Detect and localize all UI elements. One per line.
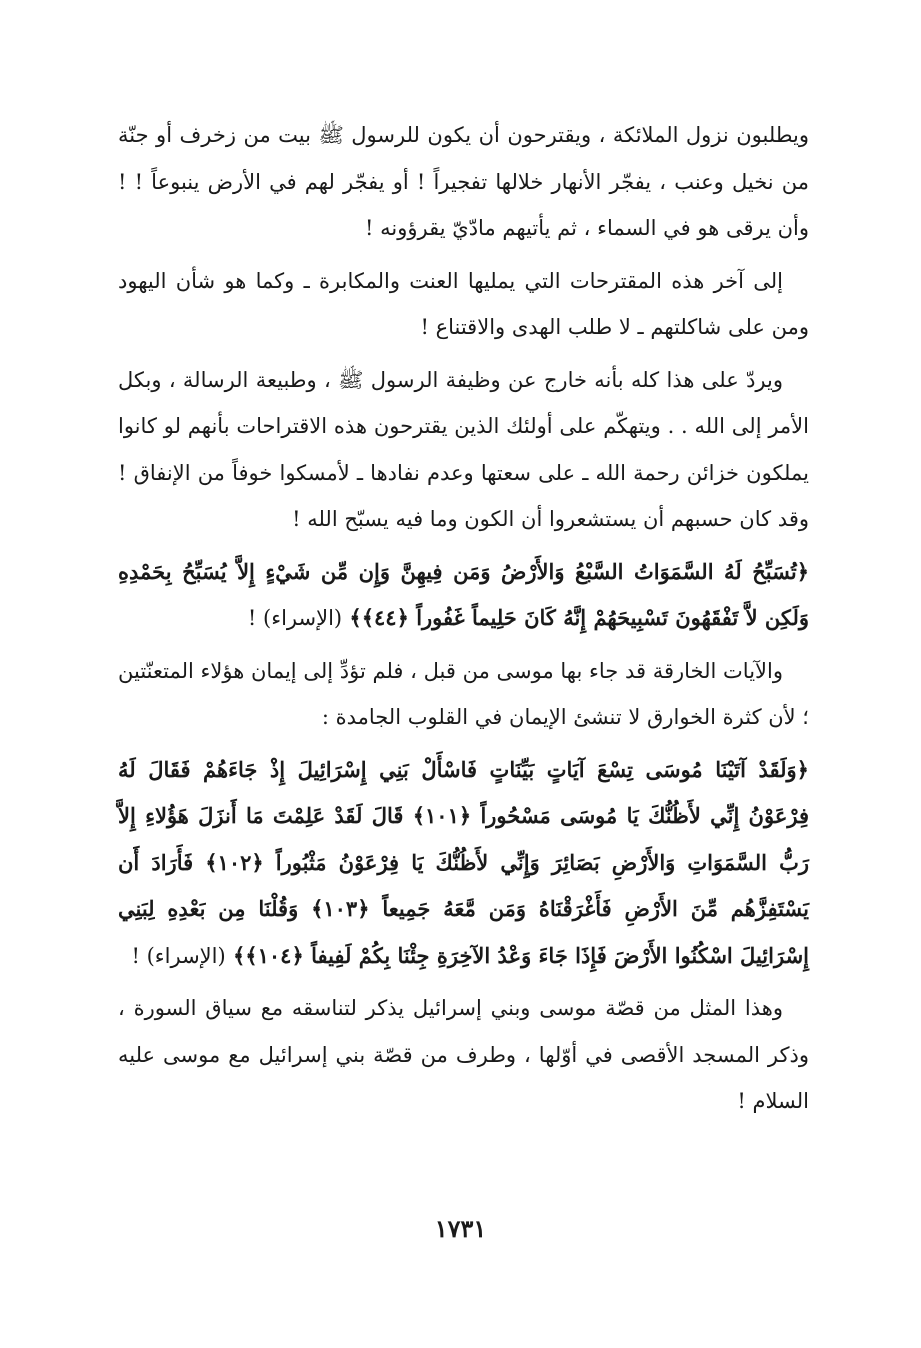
page-number: ١٧٣١ [434, 1214, 487, 1243]
paragraph-5: وهذا المثل من قصّة موسى وبني إسرائيل يذكر لتناسقه مع سياق السورة ، وذكر المسجد الأقصى في أوّلها ، وطرف من قصّة بني إسرائيل مع موسى عليه السلام ! [118, 996, 809, 1113]
paragraph-3: ويردّ على هذا كله بأنه خارج عن وظيفة الرسول ﷺ ، وطبيعة الرسالة ، وبكل الأمر إلى الله . . ويتهكّم على أولئك الذين يقترحون هذه الاقتراحات بأنهم لو كانوا يملكون خزائن رحمة الله ـ على سعتها وعدم نفادها ـ لأمسكوا خوفاً من الإنفاق ! وقد كان حسبهم أن يستشعروا أن الكون وما فيه يسبّح الله ! [118, 367, 809, 531]
paragraph-2: إلى آخر هذه المقترحات التي يمليها العنت والمكابرة ـ وكما هو شأن اليهود ومن على شاكلتهم ـ لا طلب الهدى والاقتناع ! [118, 268, 809, 339]
quran-verse-1-text: ﴿تُسَبِّحُ لَهُ السَّمَوَاتُ السَّبْعُ وَالأَرْضُ وَمَن فِيهِنَّ وَإِن مِّن شَيْءٍ إِلاَّ يُسَبِّحُ بِحَمْدِهِ وَلَكِن لاَّ تَفْقَهُونَ تَسْبِيحَهُمْ إِنَّهُ كَانَ حَلِيماً غَفُوراً ﴿٤٤﴾﴾ [118, 558, 809, 630]
body-text [118, 112, 809, 1125]
paragraph-4: والآيات الخارقة قد جاء بها موسى من قبل ، فلم تؤدِّ إلى إيمان هؤلاء المتعنّتين ؛ لأن كثرة الخوارق لا تنشئ الإيمان في القلوب الجامدة : [118, 658, 809, 729]
paragraph-1: ويطلبون نزول الملائكة ، ويقترحون أن يكون للرسول ﷺ بيت من زخرف أو جنّة من نخيل وعنب ، يفجّر الأنهار خلالها تفجيراً ! أو يفجّر لهم في الأرض ينبوعاً ! ! وأن يرقى هو في السماء ، ثم يأتيهم مادّيّ يقرؤونه ! [118, 123, 809, 240]
quran-verse-2-text: ﴿وَلَقَدْ آتَيْنَا مُوسَى تِسْعَ آيَاتٍ بَيِّنَاتٍ فَاسْأَلْ بَنِي إِسْرَائِيلَ إِذْ جَاءَهُمْ فَقَالَ لَهُ فِرْعَوْنُ إِنِّي لأَظُنُّكَ يَا مُوسَى مَسْحُوراً ﴿١٠١﴾ قَالَ لَقَدْ عَلِمْتَ مَا أَنزَلَ هَؤُلاءِ إِلاَّ رَبُّ السَّمَوَاتِ وَالأَرْضِ بَصَائِرَ وَإِنِّي لأَظُنُّكَ يَا فِرْعَوْنُ مَثْبُوراً ﴿١٠٢﴾ فَأَرَادَ أَن يَسْتَفِزَّهُم مِّنَ الأَرْضِ فَأَغْرَقْنَاهُ وَمَن مَّعَهُ جَمِيعاً ﴿١٠٣﴾ وَقُلْنَا مِن بَعْدِهِ لِبَنِي إِسْرَائِيلَ اسْكُنُوا الأَرْضَ فَإِذَا جَاءَ وَعْدُ الآخِرَةِ جِئْنَا بِكُمْ لَفِيفاً ﴿١٠٤﴾﴾ [118, 756, 809, 968]
quran-verse-1-reference: (الإسراء) ! [247, 606, 343, 630]
quran-verse-2 [118, 747, 809, 980]
quran-verse-1 [118, 549, 809, 642]
quran-verse-2-reference: (الإسراء) ! [131, 943, 226, 968]
